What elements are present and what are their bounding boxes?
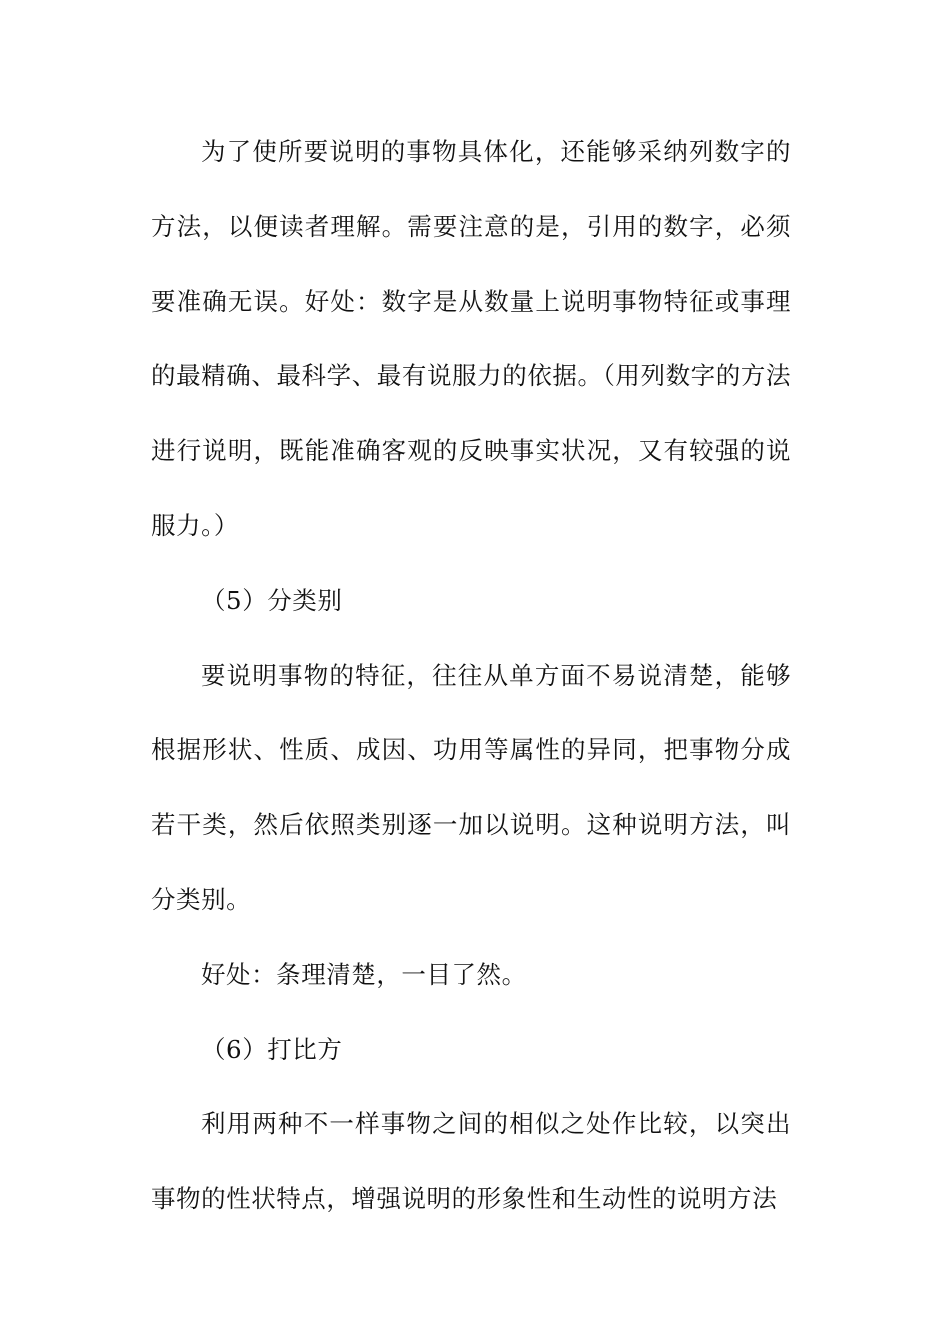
heading-analogy: （6）打比方: [201, 1034, 343, 1064]
paragraph-analogy: 利用两种不一样事物之间的相似之处作比较，以突出事物的性状特点，增强说明的形象性和生动性的说明方法: [151, 1109, 791, 1214]
paragraph-list-numbers: 为了使所要说明的事物具体化，还能够采纳列数字的方法，以便读者理解。需要注意的是，引用的数字，必须要准确无误。好处：数字是从数量上说明事物特征或事理的最精确、最科学、最有说服力的依据。（用列数字的方法进行说明，既能准确客观的反映事实状况，又有较强的说服力。）: [151, 137, 791, 540]
heading-classification: （5）分类别: [201, 585, 343, 615]
paragraph-classification-benefit: 好处：条理清楚，一目了然。: [201, 959, 527, 989]
document-body: [151, 115, 791, 1237]
paragraph-classification: 要说明事物的特征，往往从单方面不易说清楚，能够根据形状、性质、成因、功用等属性的异同，把事物分成若干类，然后依照类别逐一加以说明。这种说明方法，叫分类别。: [151, 660, 791, 914]
